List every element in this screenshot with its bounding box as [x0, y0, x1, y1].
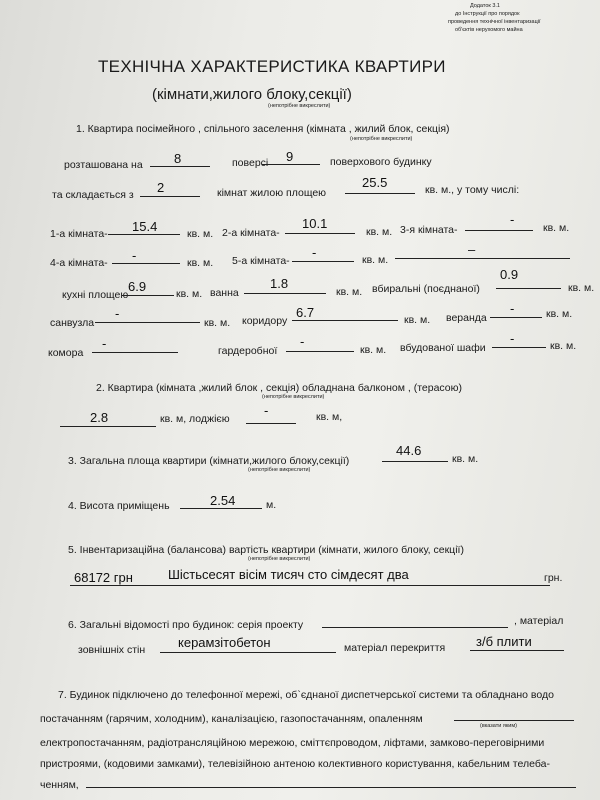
s2-text: 2. Квартира (кімната ,жилий блок , секція) обладнана балконом , (терасою) [96, 382, 463, 394]
s7-line-4: пристроями, (кодовими замками), телевізійною антеною колективного користування, кабельним телеба- [40, 758, 550, 770]
s1-floor-value: 8 [174, 151, 182, 166]
s1-intro-note: (непотрібне викреслити) [350, 136, 413, 142]
s1-intro: 1. Квартира посімейного , спільного заселення (кімната , жилий блок, секція) [76, 123, 450, 135]
s1-room4-unit: кв. м. [187, 257, 214, 269]
s5-amount: 68172 грн [74, 570, 133, 585]
s1-veranda-value: - [510, 301, 515, 316]
s1-corridor-label: коридору [242, 315, 288, 327]
s7-last-line [86, 787, 576, 788]
s1-room1-line [108, 234, 180, 235]
s3-line [382, 461, 448, 462]
s6-walls-value: керамзітобетон [178, 635, 271, 650]
s1-room1-value: 15.4 [132, 219, 158, 234]
s7-note: (вказати яким) [480, 723, 517, 729]
s1-storage-value: - [102, 336, 107, 351]
s1-floor-line [150, 166, 210, 167]
s1-room5-unit: кв. м. [362, 254, 389, 266]
s1-bath-label: ванна [210, 287, 239, 299]
s1-rooms-value: 2 [157, 180, 165, 195]
s4-text: 4. Висота приміщень [68, 500, 170, 512]
s3-value: 44.6 [396, 443, 422, 458]
s1-room3-unit: кв. м. [543, 222, 570, 234]
s2-loggia-line [246, 423, 296, 424]
s7-line-1: 7. Будинок підключено до телефонної мережі, об`єднаної диспетчерської системи та обладнано водо [58, 689, 554, 701]
s7-line-3: електропостачанням, радіотрансляційною мережою, сміттєпроводом, ліфтами, замково-переговірними [40, 737, 545, 749]
s7-line-2: постачанням (гарячим, холодним), каналізацією, газопостачанням, опаленням [40, 713, 423, 725]
s6-text: 6. Загальні відомості про будинок: серія проекту [68, 619, 304, 631]
s1-storage-line [92, 352, 178, 353]
s2-loggia-value: - [264, 403, 269, 418]
s1-builtin-value: - [510, 331, 515, 346]
s1-room4-value: - [132, 248, 137, 263]
s4-line [180, 508, 262, 509]
s1-sanitary-line [95, 322, 200, 323]
s1-wardrobe-label: гардеробної [218, 345, 278, 357]
s1-veranda-line [490, 317, 542, 318]
s1-rooms-line [140, 196, 200, 197]
page-subtitle: (кімнати,жилого блоку,секції) [152, 86, 352, 103]
s1-kitchen-unit: кв. м. [176, 288, 203, 300]
s3-note: (непотрібне викреслити) [248, 467, 311, 473]
s6-walls-label: зовнішніх стін [78, 644, 146, 656]
s1-kitchen-value: 6.9 [128, 279, 147, 294]
s1-wardrobe-value: - [300, 334, 305, 349]
s1-corridor-unit: кв. м. [404, 314, 431, 326]
s6-floors-line [470, 650, 564, 651]
s1-bath-line [244, 293, 326, 294]
s1-storage-label: комора [48, 347, 84, 359]
s1-living-area-value: 25.5 [362, 175, 388, 190]
s1-room1-label: 1-а кімната- [50, 228, 108, 240]
s1-room3-value: - [510, 212, 515, 227]
s1-veranda-unit: кв. м. [546, 308, 573, 320]
annex-line-4: об'єктів нерухомого майна [455, 27, 523, 33]
s1-room3-line [465, 230, 533, 231]
s1-room2-unit: кв. м. [366, 226, 393, 238]
s1-builtin-line [492, 347, 546, 348]
s2-unit: кв. м, [316, 411, 343, 423]
s1-incl-label: кв. м., у тому числі: [425, 184, 520, 196]
s1-rooms-label: кімнат жилою площею [217, 187, 327, 199]
s3-unit: кв. м. [452, 453, 479, 465]
s1-toilet-line [496, 288, 561, 289]
s1-toilet-value: 0.9 [500, 267, 519, 282]
annex-line-1: Додаток 3.1 [470, 3, 500, 9]
s1-sanitary-label: санвузла [50, 317, 95, 329]
s1-room4-label: 4-а кімната- [50, 257, 108, 269]
s1-bath-value: 1.8 [270, 276, 289, 291]
s1-room5-extra-dash: – [468, 242, 476, 257]
s1-room4-line [112, 263, 180, 264]
s1-located-label: розташована на [64, 159, 143, 171]
s2-balcony-value: 2.8 [90, 410, 109, 425]
s5-currency: грн. [544, 572, 563, 584]
s1-room2-label: 2-а кімната- [222, 227, 280, 239]
annex-line-3: проведення технічної інвентаризації [448, 19, 541, 25]
s1-kitchen-label: кухні площею [62, 289, 129, 301]
s6-floors-value: з/б плити [476, 634, 532, 649]
s2-loggia-label: кв. м, лоджією [160, 413, 230, 425]
s5-line [70, 585, 550, 586]
s1-wardrobe-line [286, 351, 354, 352]
s4-value: 2.54 [210, 493, 236, 508]
s1-room5-line [292, 261, 354, 262]
s1-corridor-line [292, 320, 398, 321]
s7-heating-line [454, 720, 574, 721]
s1-total-floors-value: 9 [286, 149, 294, 164]
subtitle-note: (непотрібне викреслити) [268, 103, 331, 109]
s1-room1-unit: кв. м. [187, 228, 214, 240]
s1-toilet-label: вбиральні (поєднаної) [372, 283, 480, 295]
s5-note: (непотрібне викреслити) [248, 556, 311, 562]
page-title: ТЕХНІЧНА ХАРАКТЕРИСТИКА КВАРТИРИ [98, 57, 446, 76]
s6-series-line [322, 627, 508, 628]
s7-line-5: ченням, [40, 779, 79, 791]
s1-building-label: поверхового будинку [330, 156, 432, 168]
s1-kitchen-line [122, 295, 174, 296]
s1-builtin-unit: кв. м. [550, 340, 577, 352]
s1-floor-label: поверсі [232, 157, 269, 169]
s1-toilet-unit: кв. м. [568, 282, 595, 294]
s1-builtin-label: вбудованої шафи [400, 342, 486, 354]
s1-consists-label: та складається з [52, 189, 134, 201]
s1-corridor-value: 6.7 [296, 305, 315, 320]
s1-living-area-line [345, 193, 415, 194]
s6-walls-line [160, 652, 336, 653]
s3-text: 3. Загальна площа квартири (кімнати,жилого блоку,секції) [68, 455, 350, 467]
s1-bath-unit: кв. м. [336, 286, 363, 298]
s1-total-floors-line [262, 164, 320, 165]
s2-balcony-line [60, 426, 156, 427]
s6-floors-label: матеріал перекриття [344, 642, 446, 654]
s1-room5-value: - [312, 245, 317, 260]
s4-unit: м. [266, 499, 277, 511]
s5-text: 5. Інвентаризаційна (балансова) вартість квартири (кімнати, жилого блоку, секції) [68, 544, 464, 556]
s1-room2-value: 10.1 [302, 216, 328, 231]
s1-veranda-label: веранда [446, 312, 487, 324]
s1-room5-label: 5-а кімната- [232, 255, 290, 267]
s6-material-label: , матеріал [514, 615, 564, 627]
s1-room5-extra-line [395, 258, 570, 259]
s2-note: (непотрібне викреслити) [262, 394, 325, 400]
s1-room3-label: 3-я кімната- [400, 224, 458, 236]
s1-sanitary-unit: кв. м. [204, 317, 231, 329]
s1-sanitary-value: - [115, 306, 120, 321]
s1-wardrobe-unit: кв. м. [360, 344, 387, 356]
s5-amount-words: Шістьсесят вісім тисяч сто сімдесят два [168, 567, 409, 582]
s1-room2-line [285, 233, 355, 234]
annex-line-2: до Інструкції про порядок [455, 11, 520, 17]
